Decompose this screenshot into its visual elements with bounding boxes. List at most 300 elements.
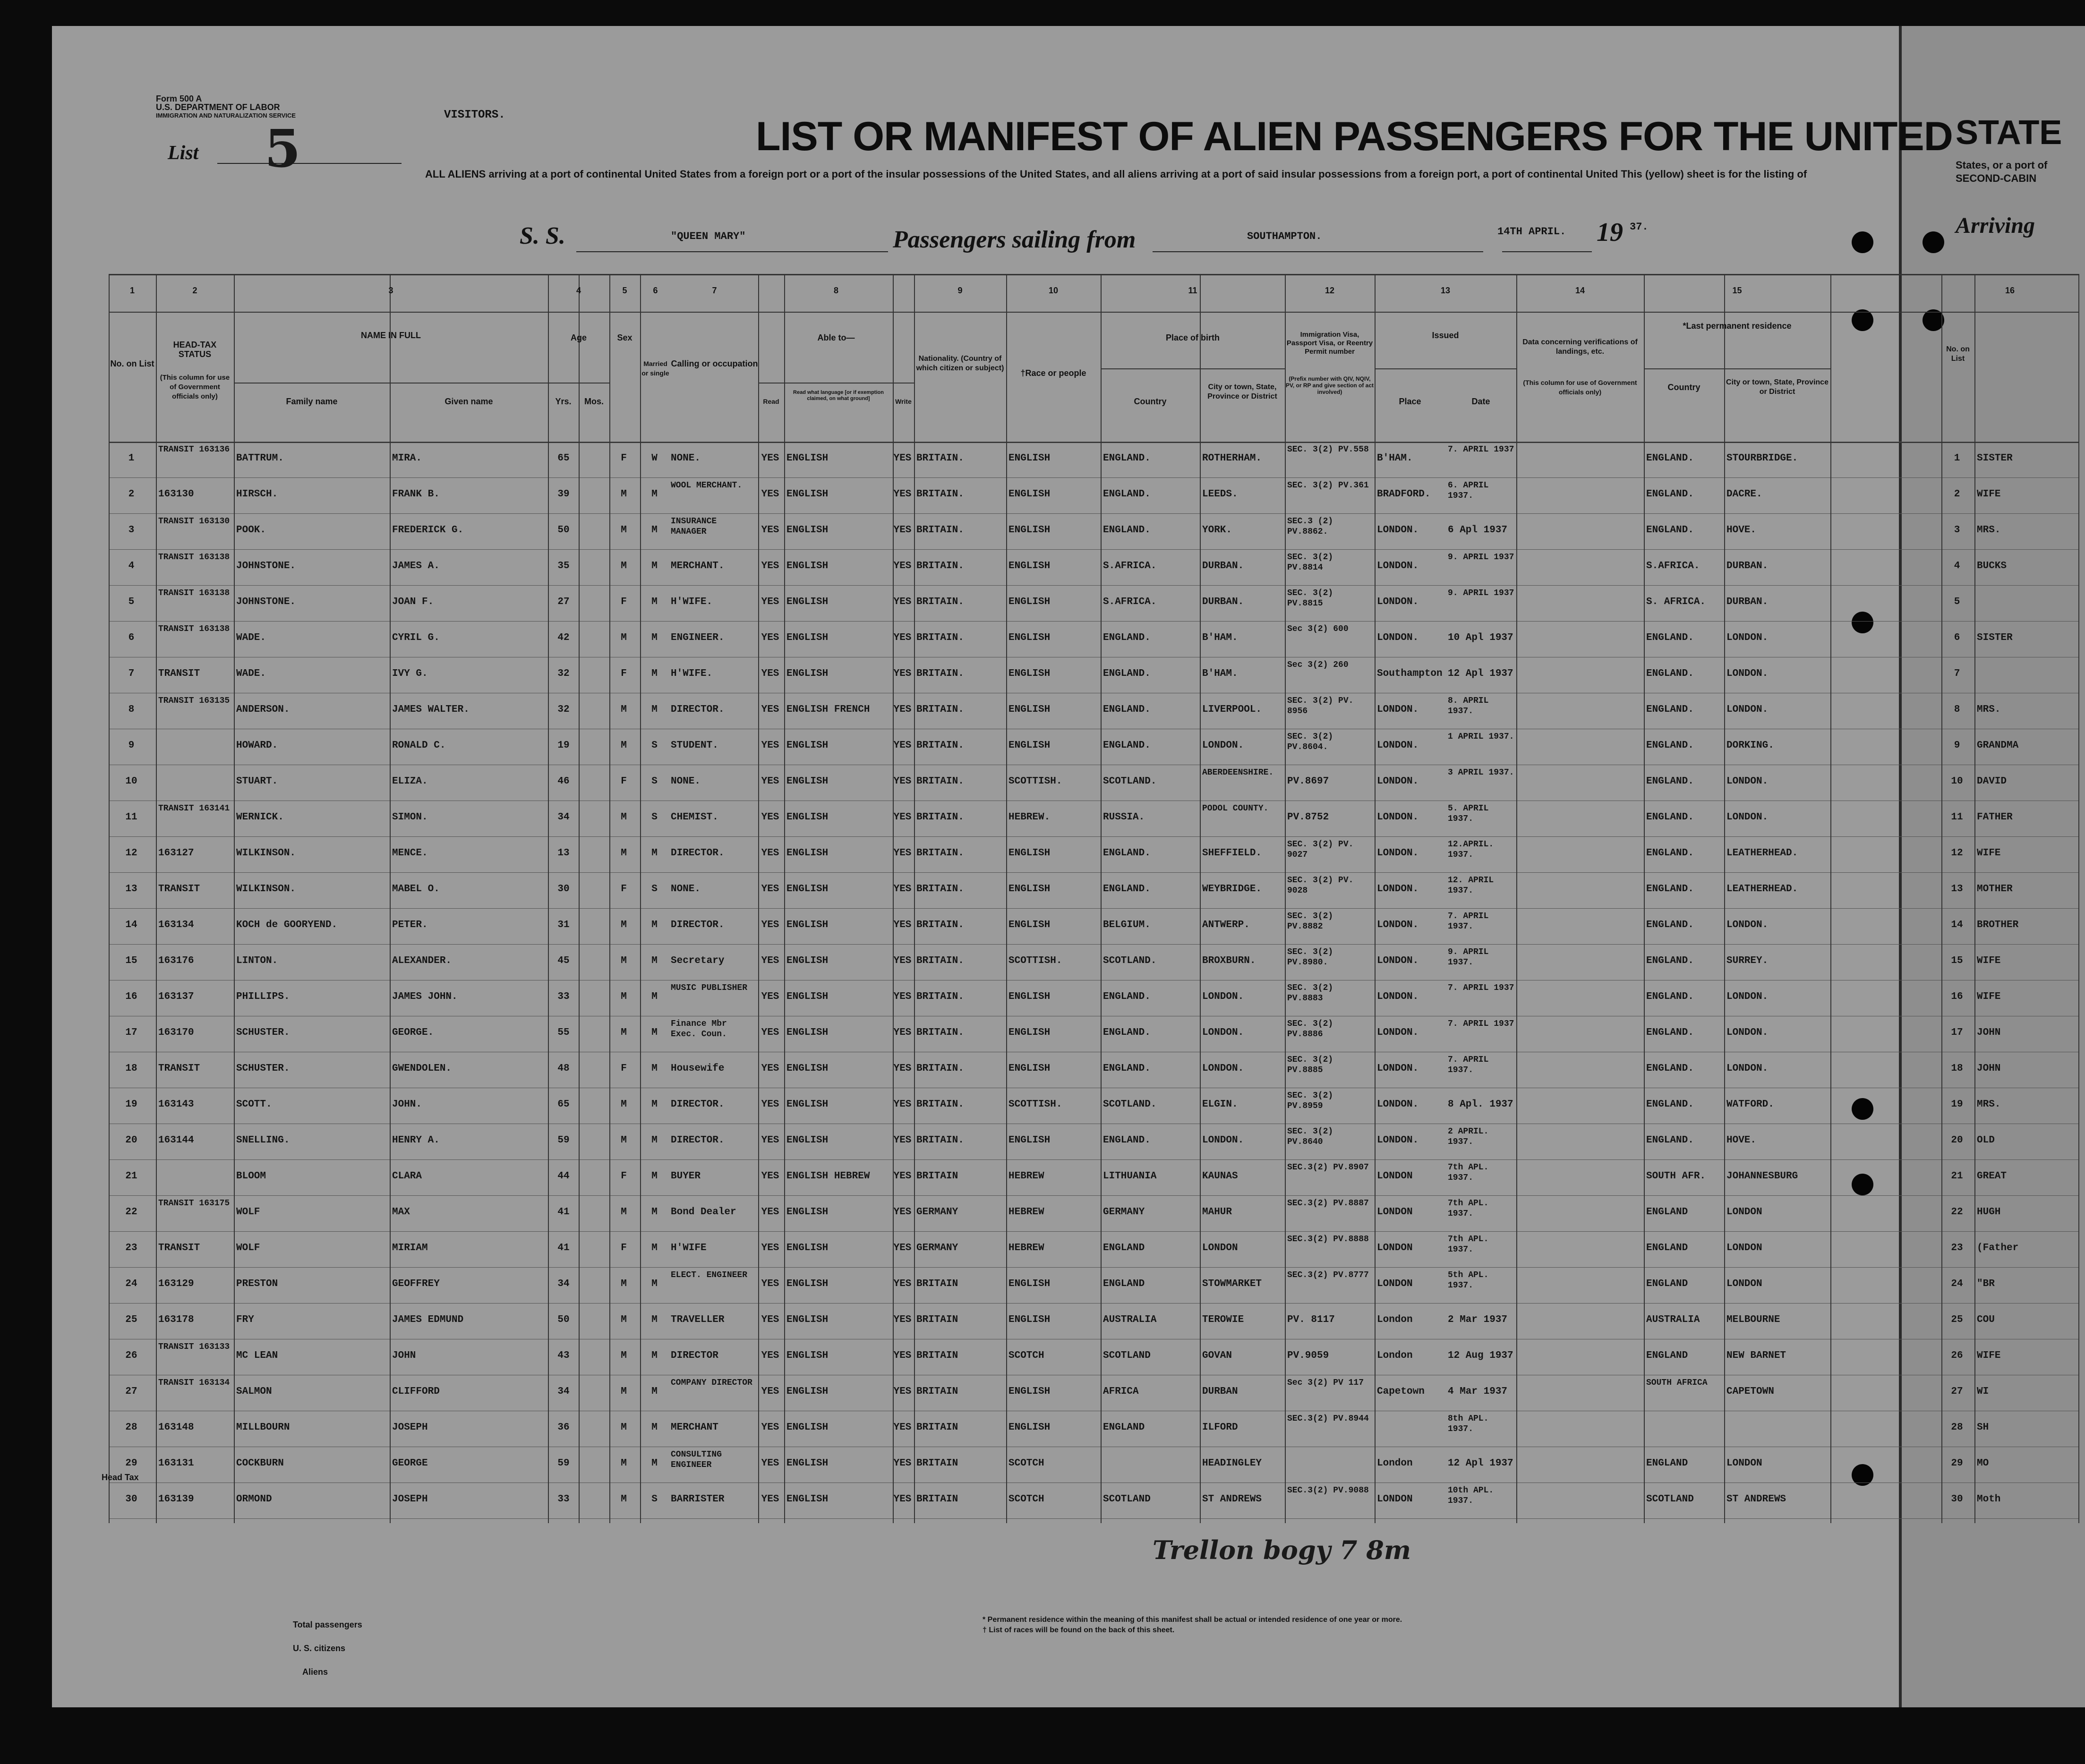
race: ENGLISH <box>1008 489 1051 500</box>
birth-city: TEROWIE <box>1202 1314 1244 1325</box>
age-years: 41 <box>557 1207 570 1218</box>
read-language: ENGLISH <box>786 1099 829 1110</box>
list-label: List <box>168 142 199 164</box>
given-name: GEORGE. <box>392 1027 434 1038</box>
occupation: NONE. <box>671 884 701 895</box>
row-rule <box>109 944 2078 945</box>
given-name: JAMES WALTER. <box>392 704 470 715</box>
visa-number: SEC.3(2) PV.9088 <box>1287 1486 1369 1495</box>
can-write: YES <box>893 597 912 607</box>
occupation: Secretary <box>671 955 725 966</box>
residence-country: ENGLAND. <box>1646 955 1694 966</box>
visa-number: SEC. 3(2) PV.8604. <box>1287 732 1333 752</box>
occupation: BARRISTER <box>671 1494 725 1505</box>
birth-country: LITHUANIA <box>1103 1171 1157 1182</box>
issued-date: 9. APRIL 1937. <box>1448 947 1489 967</box>
issued-date: 12 Apl 1937 <box>1448 668 1513 679</box>
can-write: YES <box>893 848 912 859</box>
birth-country: SCOTLAND <box>1103 1350 1151 1361</box>
head-tax-status: TRANSIT <box>158 1243 200 1253</box>
header-landings-note: (This column for use of Government officials only) <box>1523 379 1637 396</box>
issued-date: 7. APRIL 1937 <box>1448 445 1514 454</box>
marital-status: M <box>651 991 658 1002</box>
residence-city: LONDON. <box>1726 1027 1769 1038</box>
issued-date: 12. APRIL 1937. <box>1448 876 1494 895</box>
marital-status: M <box>651 1171 658 1182</box>
residence-country: ENGLAND. <box>1646 740 1694 751</box>
row-number: 17 <box>125 1027 137 1038</box>
header-head-tax: HEAD-TAX STATUS <box>173 340 217 359</box>
row-number: 4 <box>128 561 135 571</box>
can-write: YES <box>893 776 912 787</box>
can-read: YES <box>761 1350 779 1361</box>
occupation: Housewife <box>671 1063 725 1074</box>
birth-city: ABERDEENSHIRE. <box>1202 768 1274 777</box>
birth-country: ENGLAND. <box>1103 1027 1151 1038</box>
residence-country: ENGLAND. <box>1646 812 1694 823</box>
birth-city: LONDON. <box>1202 991 1244 1002</box>
right-sub1: States, or a port of <box>1956 159 2048 171</box>
age-years: 50 <box>557 525 570 536</box>
birth-city: WEYBRIDGE. <box>1202 884 1262 895</box>
relative-note: MO <box>1977 1458 1989 1469</box>
row-rule <box>109 836 2078 837</box>
residence-city: ST ANDREWS <box>1726 1494 1786 1505</box>
birth-city: LONDON. <box>1202 1135 1244 1146</box>
relative-note: WIFE <box>1977 1350 2001 1361</box>
can-write: YES <box>893 1063 912 1074</box>
column-number-1: 1 <box>129 286 135 295</box>
nationality: BRITAIN. <box>916 597 964 607</box>
birth-country: ENGLAND. <box>1103 991 1151 1002</box>
head-tax-status: TRANSIT 163141 <box>158 804 230 813</box>
punch-hole <box>1852 1098 1873 1120</box>
header-issued-date: Date <box>1471 397 1490 406</box>
right-row-number: 16 <box>1951 991 1963 1002</box>
given-name: MABEL O. <box>392 884 440 895</box>
race: ENGLISH <box>1008 1314 1051 1325</box>
birth-country: ENGLAND. <box>1103 704 1151 715</box>
nationality: BRITAIN. <box>916 991 964 1002</box>
visa-number: Sec 3(2) 260 <box>1287 660 1349 670</box>
right-row-number: 21 <box>1951 1171 1963 1182</box>
can-read: YES <box>761 1422 779 1433</box>
can-write: YES <box>893 991 912 1002</box>
age-years: 39 <box>557 489 570 500</box>
can-write: YES <box>893 453 912 464</box>
birth-country: SCOTLAND <box>1103 1494 1151 1505</box>
sex: M <box>621 1494 627 1505</box>
race: SCOTTISH. <box>1008 955 1062 966</box>
arriving-label: Arriving <box>1956 213 2035 238</box>
header-read: Read <box>763 398 779 405</box>
head-tax-status: 163170 <box>158 1027 194 1038</box>
header-visa-note: (Prefix number with QIV, NQIV, PV, or RP and give section of act involved) <box>1285 375 1374 395</box>
visa-number: SEC.3(2) PV.8944 <box>1287 1414 1369 1423</box>
residence-country: ENGLAND. <box>1646 668 1694 679</box>
issued-date: 9. APRIL 1937 <box>1448 588 1514 598</box>
right-row-number: 6 <box>1954 632 1960 643</box>
row-number: 12 <box>125 848 137 859</box>
row-rule <box>109 1518 2078 1519</box>
race: ENGLISH <box>1008 1027 1051 1038</box>
can-write: YES <box>893 1422 912 1433</box>
us-citizens-label: U. S. citizens <box>293 1644 346 1653</box>
read-language: ENGLISH <box>786 632 829 643</box>
nationality: GERMANY <box>916 1207 958 1218</box>
age-years: 35 <box>557 561 570 571</box>
birth-country: ENGLAND. <box>1103 489 1151 500</box>
issued-date: 6. APRIL 1937. <box>1448 481 1489 501</box>
sex: F <box>621 1171 627 1182</box>
port-line <box>1153 251 1483 252</box>
relative-note: MOTHER <box>1977 884 2013 895</box>
list-underline <box>217 163 402 164</box>
visa-number: PV.8752 <box>1287 812 1329 823</box>
residence-city: LONDON. <box>1726 776 1769 787</box>
header-visa: Immigration Visa, Passport Visa, or Reentry Permit number <box>1286 331 1373 356</box>
visa-number: Sec 3(2) PV 117 <box>1287 1378 1364 1388</box>
can-write: YES <box>893 704 912 715</box>
relative-note: DAVID <box>1977 776 2007 787</box>
year-suffix: 37. <box>1630 221 1649 233</box>
marital-status: S <box>651 740 658 751</box>
row-rule <box>109 1159 2078 1160</box>
residence-city: LONDON. <box>1726 920 1769 930</box>
column-rule <box>1974 274 1975 1523</box>
sailing-date: 14TH APRIL. <box>1497 226 1566 238</box>
header-nationality: Nationality. (Country of which citizen or subject) <box>916 355 1004 372</box>
issued-place: LONDON <box>1377 1494 1413 1505</box>
residence-country: SCOTLAND <box>1646 1494 1694 1505</box>
age-years: 36 <box>557 1422 570 1433</box>
race: ENGLISH <box>1008 884 1051 895</box>
birth-city: YORK. <box>1202 525 1232 536</box>
age-years: 45 <box>557 955 570 966</box>
row-number: 14 <box>125 920 137 930</box>
row-number: 1 <box>128 453 135 464</box>
marital-status: M <box>651 597 658 607</box>
column-rule <box>1006 274 1007 1523</box>
right-row-number: 22 <box>1951 1207 1963 1218</box>
header-family-name: Family name <box>286 397 338 406</box>
sex: M <box>621 1386 627 1397</box>
race: ENGLISH <box>1008 1063 1051 1074</box>
family-name: WILKINSON. <box>236 848 296 859</box>
marital-status: M <box>651 1278 658 1289</box>
relative-note: FATHER <box>1977 812 2013 823</box>
column-number-11: 11 <box>1188 286 1197 295</box>
occupation: DIRECTOR <box>671 1350 718 1361</box>
row-number: 19 <box>125 1099 137 1110</box>
given-name: FREDERICK G. <box>392 525 464 536</box>
sex: F <box>621 597 627 607</box>
race: ENGLISH <box>1008 1422 1051 1433</box>
issued-date: 5th APL. 1937. <box>1448 1270 1489 1290</box>
issued-date: 12 Apl 1937 <box>1448 1458 1513 1469</box>
read-language: ENGLISH <box>786 1278 829 1289</box>
can-write: YES <box>893 1171 912 1182</box>
header-married: Married or single <box>641 360 669 377</box>
residence-country: ENGLAND <box>1646 1243 1688 1253</box>
column-rule <box>1644 274 1645 1523</box>
can-read: YES <box>761 632 779 643</box>
occupation: DIRECTOR. <box>671 920 725 930</box>
nationality: BRITAIN. <box>916 740 964 751</box>
residence-country: ENGLAND. <box>1646 632 1694 643</box>
sex: M <box>621 525 627 536</box>
read-language: ENGLISH <box>786 561 829 571</box>
read-language: ENGLISH <box>786 884 829 895</box>
right-row-number: 9 <box>1954 740 1960 751</box>
nationality: BRITAIN. <box>916 668 964 679</box>
right-row-number: 7 <box>1954 668 1960 679</box>
age-years: 43 <box>557 1350 570 1361</box>
issued-place: LONDON. <box>1377 740 1419 751</box>
can-write: YES <box>893 1099 912 1110</box>
age-years: 30 <box>557 884 570 895</box>
marital-status: W <box>651 453 658 464</box>
row-number: 26 <box>125 1350 137 1361</box>
sex: M <box>621 1350 627 1361</box>
can-write: YES <box>893 1027 912 1038</box>
birth-country: SCOTLAND. <box>1103 776 1157 787</box>
birth-city: DURBAN. <box>1202 561 1244 571</box>
head-tax-status: 163139 <box>158 1494 194 1505</box>
birth-sub-rule <box>1101 368 1285 369</box>
nationality: BRITAIN. <box>916 561 964 571</box>
issued-date: 7th APL. 1937. <box>1448 1235 1489 1254</box>
residence-city: LONDON. <box>1726 812 1769 823</box>
department: U.S. DEPARTMENT OF LABOR <box>156 102 280 112</box>
nationality: BRITAIN <box>916 1386 958 1397</box>
relative-note: SH <box>1977 1422 1989 1433</box>
marital-status: S <box>651 812 658 823</box>
issued-date: 3 APRIL 1937. <box>1448 768 1514 777</box>
read-language: ENGLISH <box>786 955 829 966</box>
occupation: MUSIC PUBLISHER <box>671 983 748 993</box>
head-tax-status: TRANSIT 163134 <box>158 1378 230 1388</box>
family-name: SCHUSTER. <box>236 1063 290 1074</box>
birth-country: RUSSIA. <box>1103 812 1145 823</box>
family-name: WADE. <box>236 632 266 643</box>
head-tax-status: TRANSIT <box>158 668 200 679</box>
can-read: YES <box>761 668 779 679</box>
visa-number: SEC. 3(2) PV. 9027 <box>1287 840 1354 860</box>
column-rule <box>548 274 549 1523</box>
row-number: 7 <box>128 668 135 679</box>
right-page-subtitle <box>1956 159 2047 185</box>
family-name: PRESTON <box>236 1278 278 1289</box>
occupation: CONSULTING ENGINEER <box>671 1450 722 1470</box>
birth-city: BROXBURN. <box>1202 955 1256 966</box>
read-language: ENGLISH <box>786 920 829 930</box>
issued-place: LONDON. <box>1377 955 1419 966</box>
age-years: 27 <box>557 597 570 607</box>
occupation: Finance Mbr Exec. Coun. <box>671 1019 727 1039</box>
can-read: YES <box>761 561 779 571</box>
column-rule <box>234 274 235 1523</box>
relative-note: JOHN <box>1977 1027 2001 1038</box>
given-name: CYRIL G. <box>392 632 440 643</box>
sex: F <box>621 453 627 464</box>
family-name: PHILLIPS. <box>236 991 290 1002</box>
residence-country: SOUTH AFR. <box>1646 1171 1706 1182</box>
right-row-number: 17 <box>1951 1027 1963 1038</box>
nationality: BRITAIN <box>916 1278 958 1289</box>
relative-note: WIFE <box>1977 955 2001 966</box>
residence-city: LONDON. <box>1726 668 1769 679</box>
can-write: YES <box>893 920 912 930</box>
column-number-10: 10 <box>1048 286 1059 295</box>
read-language: ENGLISH <box>786 1314 829 1325</box>
birth-city: B'HAM. <box>1202 632 1238 643</box>
nationality: BRITAIN. <box>916 1135 964 1146</box>
given-name: GWENDOLEN. <box>392 1063 452 1074</box>
nationality: BRITAIN. <box>916 920 964 930</box>
given-name: SIMON. <box>392 812 428 823</box>
sex: M <box>621 704 627 715</box>
can-write: YES <box>893 1278 912 1289</box>
issued-place: LONDON. <box>1377 632 1419 643</box>
right-page-title: STATE <box>1956 114 2062 152</box>
birth-country: BELGIUM. <box>1103 920 1151 930</box>
head-tax-status: TRANSIT <box>158 884 200 895</box>
issued-place: LONDON. <box>1377 1099 1419 1110</box>
right-row-number: 4 <box>1954 561 1960 571</box>
can-write: YES <box>893 1135 912 1146</box>
can-write: YES <box>893 489 912 500</box>
given-name: JAMES JOHN. <box>392 991 458 1002</box>
birth-country: ENGLAND. <box>1103 632 1151 643</box>
birth-city: LEEDS. <box>1202 489 1238 500</box>
can-read: YES <box>761 1207 779 1218</box>
marital-status: M <box>651 1027 658 1038</box>
row-number: 3 <box>128 525 135 536</box>
column-number-12: 12 <box>1324 286 1335 295</box>
marital-status: S <box>651 1494 658 1505</box>
race: ENGLISH <box>1008 668 1051 679</box>
column-rule <box>1830 274 1831 1523</box>
residence-country: ENGLAND. <box>1646 1135 1694 1146</box>
right-row-number: 28 <box>1951 1422 1963 1433</box>
row-number: 24 <box>125 1278 137 1289</box>
occupation: NONE. <box>671 453 701 464</box>
residence-country: ENGLAND. <box>1646 704 1694 715</box>
race: SCOTTISH. <box>1008 1099 1062 1110</box>
column-number-6: 6 <box>653 286 658 295</box>
header-race: †Race or people <box>1020 368 1086 378</box>
nationality: BRITAIN. <box>916 776 964 787</box>
age-years: 32 <box>557 668 570 679</box>
head-tax-note: Head Tax <box>102 1473 139 1482</box>
header-res-city: City or town, State, Province or District <box>1726 378 1829 396</box>
given-name: MENCE. <box>392 848 428 859</box>
given-name: JAMES A. <box>392 561 440 571</box>
right-row-number: 3 <box>1954 525 1960 536</box>
right-row-number: 8 <box>1954 704 1960 715</box>
birth-country: ENGLAND <box>1103 1243 1145 1253</box>
birth-city: DURBAN <box>1202 1386 1238 1397</box>
right-row-number: 5 <box>1954 597 1960 607</box>
read-language: ENGLISH <box>786 1386 829 1397</box>
relative-note: COU <box>1977 1314 1995 1325</box>
handwritten-note: Trellon bogy 7 8m <box>1153 1535 1411 1565</box>
issued-place: LONDON. <box>1377 525 1419 536</box>
visa-number: SEC. 3(2) PV.8959 <box>1287 1091 1333 1111</box>
age-years: 31 <box>557 920 570 930</box>
can-read: YES <box>761 453 779 464</box>
row-number: 9 <box>128 740 135 751</box>
race: ENGLISH <box>1008 597 1051 607</box>
occupation: DIRECTOR. <box>671 1135 725 1146</box>
sex: M <box>621 1314 627 1325</box>
given-name: MIRA. <box>392 453 422 464</box>
relative-note: Moth <box>1977 1494 2001 1505</box>
row-number: 18 <box>125 1063 137 1074</box>
family-name: MILLBOURN <box>236 1422 290 1433</box>
column-rule <box>1516 274 1517 1523</box>
residence-country: AUSTRALIA <box>1646 1314 1700 1325</box>
issued-place: LONDON <box>1377 1278 1413 1289</box>
column-rule <box>2078 274 2079 1523</box>
sex: M <box>621 1458 627 1469</box>
manifest-sheet <box>52 26 2041 1707</box>
residence-city: JOHANNESBURG <box>1726 1171 1798 1182</box>
given-name: JOHN. <box>392 1099 422 1110</box>
age-years: 55 <box>557 1027 570 1038</box>
column-number-9: 9 <box>957 286 963 295</box>
header-birth-city: City or town, State, Province or District <box>1207 383 1277 401</box>
residence-city: LONDON <box>1726 1243 1762 1253</box>
row-number: 22 <box>125 1207 137 1218</box>
age-years: 46 <box>557 776 570 787</box>
family-name: MC LEAN <box>236 1350 278 1361</box>
issued-place: LONDON. <box>1377 1135 1419 1146</box>
occupation: INSURANCE MANAGER <box>671 517 717 537</box>
occupation: DIRECTOR. <box>671 1099 725 1110</box>
column-number-16: 16 <box>2005 286 2015 295</box>
birth-city: STOWMARKET <box>1202 1278 1262 1289</box>
residence-country: ENGLAND <box>1646 1207 1688 1218</box>
head-tax-status: TRANSIT 163135 <box>158 696 230 706</box>
family-name: POOK. <box>236 525 266 536</box>
nationality: GERMANY <box>916 1243 958 1253</box>
occupation: TRAVELLER <box>671 1314 725 1325</box>
sex: M <box>621 848 627 859</box>
marital-status: M <box>651 1350 658 1361</box>
marital-status: M <box>651 704 658 715</box>
age-years: 13 <box>557 848 570 859</box>
age-years: 48 <box>557 1063 570 1074</box>
head-tax-status: TRANSIT 163133 <box>158 1342 230 1352</box>
head-tax-status: 163144 <box>158 1135 194 1146</box>
visa-number: PV.8697 <box>1287 776 1329 787</box>
head-tax-status: 163134 <box>158 920 194 930</box>
residence-city: LONDON <box>1726 1207 1762 1218</box>
read-language: ENGLISH <box>786 848 829 859</box>
issued-place: London <box>1377 1314 1413 1325</box>
header-read-language: Read what language [or if exemption claimed, on what ground] <box>793 390 884 401</box>
marital-status: S <box>651 776 658 787</box>
age-years: 19 <box>557 740 570 751</box>
residence-city: DORKING. <box>1726 740 1774 751</box>
birth-country: ENGLAND. <box>1103 1063 1151 1074</box>
birth-city: LONDON. <box>1202 1027 1244 1038</box>
visa-number: SEC. 3(2) PV.8886 <box>1287 1019 1333 1039</box>
issued-place: LONDON. <box>1377 597 1419 607</box>
row-rule <box>109 621 2078 622</box>
